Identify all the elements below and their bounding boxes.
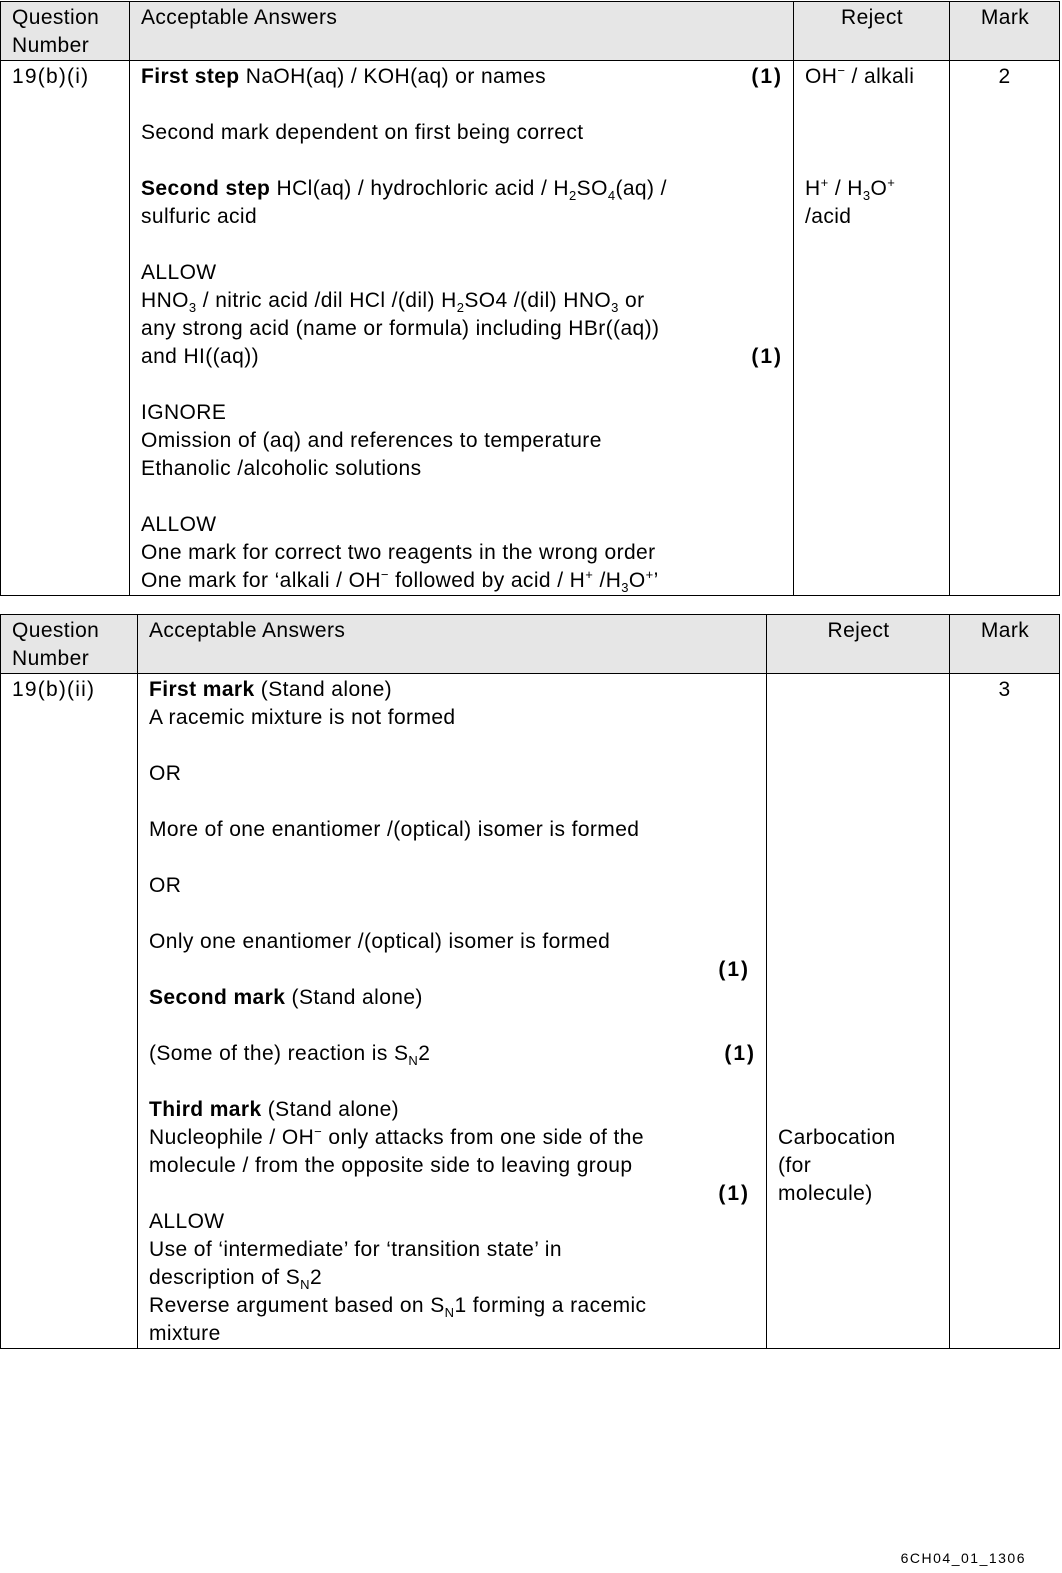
table-header-row — [1, 2, 1060, 61]
mark-scheme-table-19bi — [0, 1, 1060, 596]
question-number: 19(b)(ii) — [1, 674, 138, 1349]
answer-line: Only one enantiomer /(optical) isomer is formed — [149, 930, 611, 953]
allow-line: One mark for ‘alkali / OH− followed by acid / H+ $/H_3O^+$’ — [141, 567, 659, 596]
first-step-line — [141, 63, 783, 91]
mark-scheme-table-19bii — [0, 614, 1060, 1349]
answer-line: (Some of the) reaction is $S_N2$ (1) — [149, 1042, 756, 1069]
second-mark-line: Second mark (Stand alone) — [149, 986, 423, 1009]
first-step-label: First step — [141, 65, 240, 88]
mark-line — [149, 956, 756, 984]
question-number: 19(b)(i) — [1, 61, 130, 596]
ignore-line: Ethanolic /alcoholic solutions — [141, 457, 422, 480]
allow-line: and HI((aq)) (1) — [141, 343, 783, 371]
allow-label: ALLOW — [149, 1210, 225, 1233]
or-line: OR — [149, 762, 182, 785]
reject-item: molecule) — [778, 1182, 873, 1205]
header-acceptable-answers: Acceptable Answers — [138, 615, 767, 674]
ignore-label: IGNORE — [141, 401, 227, 424]
header-question-number: Question Number — [1, 615, 138, 674]
reject-cell — [767, 674, 950, 1349]
allow-line: Use of ‘intermediate’ for ‘transition state’ in — [149, 1238, 562, 1261]
reject-item: /acid — [805, 205, 852, 228]
reject-item: OH− / alkali — [805, 63, 915, 88]
answer-line: More of one enantiomer /(optical) isomer is formed — [149, 818, 640, 841]
header-mark: Mark — [950, 615, 1060, 674]
mark-value: (1) — [751, 345, 783, 368]
third-mark-line: Third mark (Stand alone) — [149, 1098, 400, 1121]
allow-line: One mark for correct two reagents in the wrong order — [141, 541, 656, 564]
mark-value: (1) — [718, 958, 750, 981]
ignore-line: Omission of (aq) and references to temperature — [141, 429, 602, 452]
allow-line: description of $S_N2$ — [149, 1266, 323, 1293]
mark-value: (1) — [724, 1042, 756, 1065]
allow-line: any strong acid (name or formula) including HBr((aq)) — [141, 317, 660, 340]
reject-cell — [794, 61, 950, 596]
header-reject: Reject — [794, 2, 950, 61]
header-question-number: Question Number — [1, 2, 130, 61]
mark-value: (1) — [718, 1182, 750, 1205]
allow-line: Reverse argument based on $S_N1$ forming a racemic — [149, 1294, 647, 1321]
second-step-line2: sulfuric acid — [141, 205, 258, 228]
header-acceptable-answers: Acceptable Answers — [130, 2, 794, 61]
mark-value: (1) — [751, 65, 783, 88]
answer-line: A racemic mixture is not formed — [149, 706, 456, 729]
first-step-text: NaOH(aq) / KOH(aq) or names — [245, 65, 546, 88]
acceptable-answers-cell — [138, 674, 767, 1349]
reject-item: (for — [778, 1154, 812, 1177]
mark-total: 3 — [950, 674, 1060, 1349]
table-row — [1, 61, 1060, 596]
mark-line — [149, 1180, 756, 1208]
mark-total: 2 — [950, 61, 1060, 596]
answer-line: molecule / from the opposite side to leaving group — [149, 1154, 633, 1177]
answer-line: Nucleophile / OH− only attacks from one side of the — [149, 1124, 644, 1149]
or-line: OR — [149, 874, 182, 897]
table-row — [1, 674, 1060, 1349]
first-mark-line: First mark (Stand alone) — [149, 678, 393, 701]
second-step-label: Second step — [141, 177, 271, 200]
reject-item: $H^+ / H_3O^+$ — [805, 175, 896, 204]
allow-label: ALLOW — [141, 261, 217, 284]
second-mark-note: Second mark dependent on first being correct — [141, 121, 584, 144]
table-header-row — [1, 615, 1060, 674]
header-mark: Mark — [950, 2, 1060, 61]
allow-line: $HNO_3$ / nitric acid /dil HCl /(dil) $H_2SO4$ /(dil) $HNO_3$ or — [141, 289, 645, 316]
reject-item: Carbocation — [778, 1126, 896, 1149]
acceptable-answers-cell — [130, 61, 794, 596]
allow-line: mixture — [149, 1322, 221, 1345]
second-step-line: Second step HCl(aq) / hydrochloric acid / $H_2SO_4(aq)$ / — [141, 177, 667, 204]
allow-label: ALLOW — [141, 513, 217, 536]
page-footer-code: 6CH04_01_1306 — [900, 1550, 1026, 1566]
header-reject: Reject — [767, 615, 950, 674]
